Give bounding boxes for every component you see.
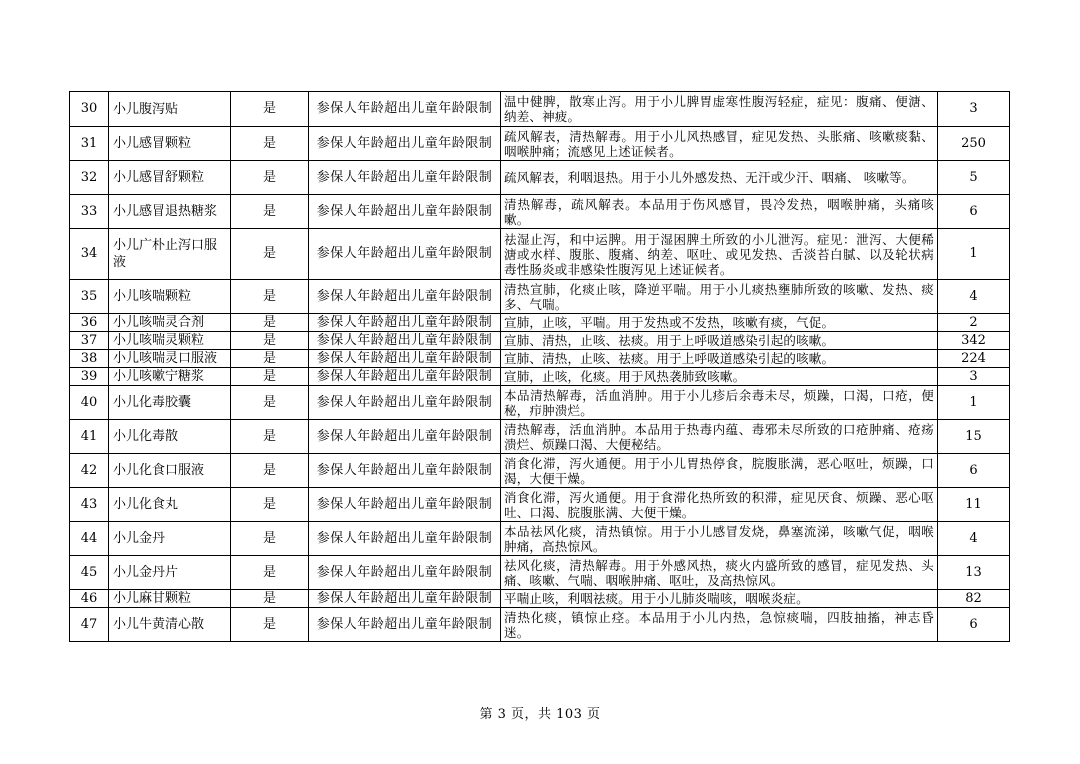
table-row xyxy=(70,280,1010,314)
row-number-cell: 32 xyxy=(70,161,109,195)
indication-cell: 宣肺，止咳，平喘。用于发热或不发热，咳嗽有痰，气促。 xyxy=(501,314,938,332)
drug-restriction-table xyxy=(69,91,1010,642)
row-number-cell: 40 xyxy=(70,386,109,420)
indication-cell: 疏风解表，清热解毒。用于小儿风热感冒，症见发热、头胀痛、咳嗽痰黏、咽喉肿痛；流感见上述证候者。 xyxy=(501,127,938,161)
drug-name-cell: 小儿咳喘灵合剂 xyxy=(109,314,231,332)
count-cell: 342 xyxy=(938,332,1010,350)
restriction-scope-cell: 参保人年龄超出儿童年龄限制 xyxy=(309,332,501,350)
restriction-scope-cell: 参保人年龄超出儿童年龄限制 xyxy=(309,229,501,280)
count-cell: 82 xyxy=(938,590,1010,608)
row-number-cell: 46 xyxy=(70,590,109,608)
row-number-cell: 34 xyxy=(70,229,109,280)
restriction-scope-cell: 参保人年龄超出儿童年龄限制 xyxy=(309,127,501,161)
flag-cell: 是 xyxy=(231,161,309,195)
flag-cell: 是 xyxy=(231,556,309,590)
drug-name-cell: 小儿广朴止泻口服液 xyxy=(109,229,231,280)
drug-name-cell: 小儿化毒散 xyxy=(109,420,231,454)
drug-name-cell: 小儿感冒舒颗粒 xyxy=(109,161,231,195)
indication-cell: 疏风解表，利咽退热。用于小儿外感发热、无汗或少汗、咽痛、 咳嗽等。 xyxy=(501,161,938,195)
indication-cell: 宣肺，止咳，化痰。用于风热袭肺致咳嗽。 xyxy=(501,368,938,386)
row-number-cell: 30 xyxy=(70,92,109,127)
count-cell: 1 xyxy=(938,229,1010,280)
count-cell: 224 xyxy=(938,350,1010,368)
row-number-cell: 41 xyxy=(70,420,109,454)
flag-cell: 是 xyxy=(231,590,309,608)
drug-name-cell: 小儿金丹片 xyxy=(109,556,231,590)
flag-cell: 是 xyxy=(231,608,309,642)
count-cell: 6 xyxy=(938,608,1010,642)
flag-cell: 是 xyxy=(231,386,309,420)
table-row xyxy=(70,92,1010,127)
table-row xyxy=(70,386,1010,420)
count-cell: 2 xyxy=(938,314,1010,332)
drug-name-cell: 小儿麻甘颗粒 xyxy=(109,590,231,608)
row-number-cell: 45 xyxy=(70,556,109,590)
restriction-scope-cell: 参保人年龄超出儿童年龄限制 xyxy=(309,608,501,642)
count-cell: 4 xyxy=(938,280,1010,314)
table-row xyxy=(70,195,1010,229)
restriction-scope-cell: 参保人年龄超出儿童年龄限制 xyxy=(309,556,501,590)
restriction-scope-cell: 参保人年龄超出儿童年龄限制 xyxy=(309,280,501,314)
drug-name-cell: 小儿化食口服液 xyxy=(109,454,231,488)
flag-cell: 是 xyxy=(231,127,309,161)
table-row xyxy=(70,590,1010,608)
indication-cell: 祛湿止泻，和中运脾。用于湿困脾土所致的小儿泄泻。症见：泄泻、大便稀溏或水样、腹胀、腹痛、纳差、呕吐、或见发热、舌淡苔白腻、以及轮状病毒性肠炎或非感染性腹泻见上述证候者。 xyxy=(501,229,938,280)
count-cell: 4 xyxy=(938,522,1010,556)
count-cell: 1 xyxy=(938,386,1010,420)
drug-name-cell: 小儿咳喘灵口服液 xyxy=(109,350,231,368)
count-cell: 6 xyxy=(938,195,1010,229)
indication-cell: 本品清热解毒，活血消肿。用于小儿疹后余毒未尽，烦躁，口渴，口疮，便秘，疖肿溃烂。 xyxy=(501,386,938,420)
row-number-cell: 35 xyxy=(70,280,109,314)
indication-cell: 宣肺、清热，止咳、祛痰。用于上呼吸道感染引起的咳嗽。 xyxy=(501,350,938,368)
row-number-cell: 43 xyxy=(70,488,109,522)
restriction-scope-cell: 参保人年龄超出儿童年龄限制 xyxy=(309,590,501,608)
restriction-scope-cell: 参保人年龄超出儿童年龄限制 xyxy=(309,488,501,522)
table-row xyxy=(70,368,1010,386)
table-row xyxy=(70,229,1010,280)
flag-cell: 是 xyxy=(231,350,309,368)
count-cell: 3 xyxy=(938,92,1010,127)
restriction-scope-cell: 参保人年龄超出儿童年龄限制 xyxy=(309,350,501,368)
table-row xyxy=(70,314,1010,332)
drug-name-cell: 小儿咳喘灵颗粒 xyxy=(109,332,231,350)
drug-name-cell: 小儿感冒颗粒 xyxy=(109,127,231,161)
restriction-scope-cell: 参保人年龄超出儿童年龄限制 xyxy=(309,161,501,195)
restriction-scope-cell: 参保人年龄超出儿童年龄限制 xyxy=(309,195,501,229)
indication-cell: 清热宣肺，化痰止咳，降逆平喘。用于小儿痰热壅肺所致的咳嗽、发热、痰多、气喘。 xyxy=(501,280,938,314)
table-row xyxy=(70,161,1010,195)
count-cell: 250 xyxy=(938,127,1010,161)
row-number-cell: 37 xyxy=(70,332,109,350)
indication-cell: 清热解毒，疏风解表。本品用于伤风感冒，畏冷发热，咽喉肿痛，头痛咳嗽。 xyxy=(501,195,938,229)
indication-cell: 消食化滞，泻火通便。用于食滞化热所致的积滞，症见厌食、烦躁、恶心呕吐、口渴、脘腹胀满、大便干燥。 xyxy=(501,488,938,522)
table-row xyxy=(70,556,1010,590)
row-number-cell: 38 xyxy=(70,350,109,368)
table-row xyxy=(70,127,1010,161)
indication-cell: 平喘止咳，利咽祛痰。用于小儿肺炎喘咳，咽喉炎症。 xyxy=(501,590,938,608)
table-row xyxy=(70,608,1010,642)
table-body xyxy=(70,92,1010,642)
drug-name-cell: 小儿腹泻贴 xyxy=(109,92,231,127)
table-row xyxy=(70,350,1010,368)
row-number-cell: 31 xyxy=(70,127,109,161)
flag-cell: 是 xyxy=(231,195,309,229)
row-number-cell: 36 xyxy=(70,314,109,332)
indication-cell: 消食化滞，泻火通便。用于小儿胃热停食，脘腹胀满，恶心呕吐，烦躁，口渴，大便干燥。 xyxy=(501,454,938,488)
row-number-cell: 33 xyxy=(70,195,109,229)
flag-cell: 是 xyxy=(231,229,309,280)
row-number-cell: 44 xyxy=(70,522,109,556)
flag-cell: 是 xyxy=(231,92,309,127)
drug-name-cell: 小儿化食丸 xyxy=(109,488,231,522)
table-row xyxy=(70,488,1010,522)
drug-name-cell: 小儿感冒退热糖浆 xyxy=(109,195,231,229)
table-row xyxy=(70,454,1010,488)
drug-name-cell: 小儿咳嗽宁糖浆 xyxy=(109,368,231,386)
drug-name-cell: 小儿咳喘颗粒 xyxy=(109,280,231,314)
indication-cell: 清热解毒，活血消肿。本品用于热毒内蕴、毒邪未尽所致的口疮肿痛、疮疡溃烂、烦躁口渴、大便秘结。 xyxy=(501,420,938,454)
restriction-scope-cell: 参保人年龄超出儿童年龄限制 xyxy=(309,386,501,420)
count-cell: 11 xyxy=(938,488,1010,522)
flag-cell: 是 xyxy=(231,368,309,386)
page-footer: 第 3 页，共 103 页 xyxy=(479,707,601,722)
restriction-scope-cell: 参保人年龄超出儿童年龄限制 xyxy=(309,314,501,332)
drug-name-cell: 小儿金丹 xyxy=(109,522,231,556)
restriction-scope-cell: 参保人年龄超出儿童年龄限制 xyxy=(309,522,501,556)
indication-cell: 清热化痰，镇惊止痉。本品用于小儿内热，急惊痰喘，四肢抽搐，神志昏迷。 xyxy=(501,608,938,642)
flag-cell: 是 xyxy=(231,332,309,350)
flag-cell: 是 xyxy=(231,488,309,522)
indication-cell: 宣肺、清热，止咳、祛痰。用于上呼吸道感染引起的咳嗽。 xyxy=(501,332,938,350)
restriction-scope-cell: 参保人年龄超出儿童年龄限制 xyxy=(309,92,501,127)
restriction-scope-cell: 参保人年龄超出儿童年龄限制 xyxy=(309,420,501,454)
restriction-scope-cell: 参保人年龄超出儿童年龄限制 xyxy=(309,454,501,488)
table-row xyxy=(70,420,1010,454)
flag-cell: 是 xyxy=(231,420,309,454)
row-number-cell: 47 xyxy=(70,608,109,642)
count-cell: 15 xyxy=(938,420,1010,454)
row-number-cell: 42 xyxy=(70,454,109,488)
indication-cell: 温中健脾，散寒止泻。用于小儿脾胃虚寒性腹泻轻症，症见：腹痛、便溏、纳差、神疲。 xyxy=(501,92,938,127)
flag-cell: 是 xyxy=(231,314,309,332)
drug-name-cell: 小儿化毒胶囊 xyxy=(109,386,231,420)
table-row xyxy=(70,522,1010,556)
restriction-scope-cell: 参保人年龄超出儿童年龄限制 xyxy=(309,368,501,386)
table-row xyxy=(70,332,1010,350)
flag-cell: 是 xyxy=(231,280,309,314)
indication-cell: 本品祛风化痰，清热镇惊。用于小儿感冒发烧，鼻塞流涕，咳嗽气促，咽喉肿痛，高热惊风。 xyxy=(501,522,938,556)
indication-cell: 祛风化痰，清热解毒。用于外感风热，痰火内盛所致的感冒，症见发热、头痛、咳嗽、气喘、咽喉肿痛、呕吐，及高热惊风。 xyxy=(501,556,938,590)
count-cell: 3 xyxy=(938,368,1010,386)
drug-name-cell: 小儿牛黄清心散 xyxy=(109,608,231,642)
count-cell: 6 xyxy=(938,454,1010,488)
count-cell: 13 xyxy=(938,556,1010,590)
count-cell: 5 xyxy=(938,161,1010,195)
row-number-cell: 39 xyxy=(70,368,109,386)
flag-cell: 是 xyxy=(231,522,309,556)
flag-cell: 是 xyxy=(231,454,309,488)
